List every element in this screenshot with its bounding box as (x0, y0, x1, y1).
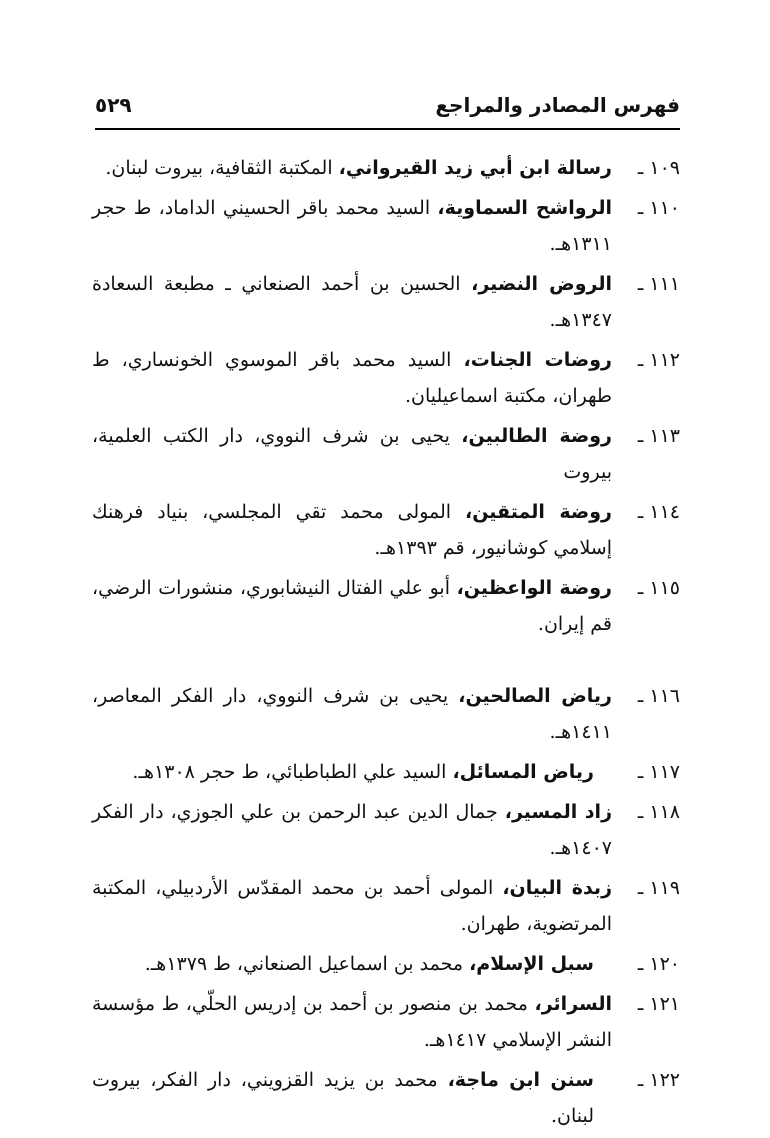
entry-text (92, 1062, 612, 1134)
bibliography-entry (92, 150, 680, 186)
header-rule (95, 128, 680, 130)
bibliography-entry (92, 946, 680, 982)
entry-text (92, 150, 612, 186)
entry-title: الروض النضير، (471, 273, 612, 295)
entry-details: الحسين بن أحمد الصنعاني ـ مطبعة السعادة ١٣٤٧هـ. (92, 273, 612, 331)
entry-title: روضة الطالبين، (461, 425, 612, 447)
entry-details: السيد علي الطباطبائي، ط حجر ١٣٠٨هـ. (132, 761, 453, 783)
entry-title: الرواشح السماوية، (437, 197, 612, 219)
entry-title: رسالة ابن أبي زيد القيرواني، (338, 157, 612, 179)
entry-number: ١١٤ ـ (637, 501, 680, 523)
bibliography-entry (92, 1062, 680, 1134)
entry-number: ١٢٠ ـ (637, 953, 680, 975)
entry-text (92, 678, 612, 750)
entry-text (92, 794, 612, 866)
entry-details: يحيى بن شرف النووي، دار الكتب العلمية، بيروت (92, 425, 612, 483)
entry-title: سنن ابن ماجة، (447, 1069, 594, 1091)
entry-text (92, 870, 612, 942)
bibliography-entry (92, 794, 680, 866)
entry-title: زبدة البيان، (502, 877, 613, 899)
bibliography-entry (92, 870, 680, 942)
entry-number: ١١٣ ـ (637, 425, 680, 447)
entry-title: رياض المسائل، (452, 761, 594, 783)
entry-title: روضة المتقين، (464, 501, 612, 523)
entry-details: السيد محمد باقر الموسوي الخونساري، ط طهران، مكتبة اسماعيليان. (92, 349, 612, 407)
entry-number: ١١٢ ـ (637, 349, 680, 371)
entry-text (92, 754, 612, 790)
entry-text (92, 986, 612, 1058)
running-title: فهرس المصادر والمراجع (435, 93, 680, 117)
entry-details: محمد بن منصور بن أحمد بن إدريس الحلّي، ط مؤسسة النشر الإسلامي ١٤١٧هـ. (92, 993, 612, 1051)
entry-number: ١١٠ ـ (637, 197, 680, 219)
bibliography-entry (92, 986, 680, 1058)
entry-number: ١١٧ ـ (637, 761, 680, 783)
entry-title: روضة الواعظين، (456, 577, 612, 599)
bibliography-entry (92, 494, 680, 566)
bibliography-entry (92, 754, 680, 790)
entry-number: ١٢١ ـ (637, 993, 680, 1015)
entry-text (92, 494, 612, 566)
bibliography-entry (92, 266, 680, 338)
entry-title: السرائر، (534, 993, 612, 1015)
entry-number: ١٠٩ ـ (637, 157, 680, 179)
page-number: ٥٢٩ (95, 93, 132, 117)
entry-text (92, 190, 612, 262)
bibliography-entry (92, 190, 680, 262)
entry-number: ١٢٢ ـ (637, 1069, 680, 1091)
entry-text (92, 342, 612, 414)
bibliography-entry (92, 418, 680, 490)
entry-text (92, 946, 612, 982)
entry-text (92, 418, 612, 490)
entry-details: محمد بن يزيد القزويني، دار الفكر، بيروت لبنان. (92, 1069, 594, 1127)
bibliography-list (92, 150, 680, 1138)
entry-title: روضات الجنات، (463, 349, 612, 371)
page-header (95, 90, 680, 120)
bibliography-entry (92, 342, 680, 414)
entry-details: السيد محمد باقر الحسيني الداماد، ط حجر ١٣١١هـ. (92, 197, 612, 255)
entry-text (92, 570, 612, 642)
entry-number: ١١٨ ـ (637, 801, 680, 823)
entry-details: المولى أحمد بن محمد المقدّس الأردبيلي، المكتبة المرتضوية، طهران. (92, 877, 612, 935)
entry-details: المكتبة الثقافية، بيروت لبنان. (105, 157, 339, 179)
entry-number: ١١٦ ـ (637, 685, 680, 707)
entry-number: ١١٥ ـ (637, 577, 680, 599)
bibliography-entry (92, 678, 680, 750)
entry-details: أبو علي الفتال النيشابوري، منشورات الرضي، قم إيران. (92, 577, 612, 635)
bibliography-entry (92, 570, 680, 642)
entry-number: ١١١ ـ (637, 273, 680, 295)
entry-title: رياض الصالحين، (458, 685, 612, 707)
entry-details: يحيى بن شرف النووي، دار الفكر المعاصر، ١٤١١هـ. (92, 685, 612, 743)
entry-number: ١١٩ ـ (637, 877, 680, 899)
entry-details: المولى محمد تقي المجلسي، بنياد فرهنك إسلامي كوشانيور، قم ١٣٩٣هـ. (92, 501, 612, 559)
entry-text (92, 266, 612, 338)
entry-title: سبل الإسلام، (469, 953, 594, 975)
entry-details: محمد بن اسماعيل الصنعاني، ط ١٣٧٩هـ. (144, 953, 470, 975)
entry-title: زاد المسير، (504, 801, 613, 823)
entry-details: جمال الدين عبد الرحمن بن علي الجوزي، دار الفكر ١٤٠٧هـ. (92, 801, 612, 859)
